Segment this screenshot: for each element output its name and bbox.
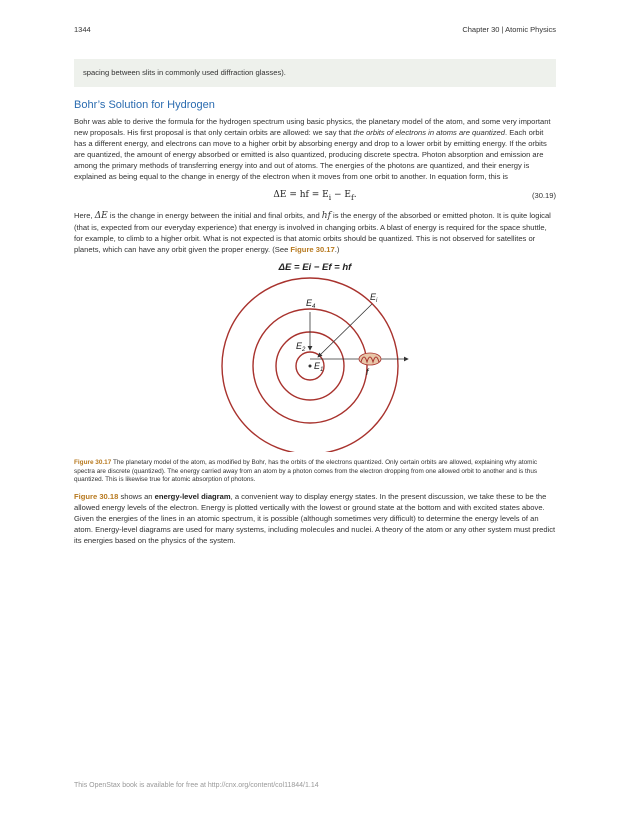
p2-lead: Here, (74, 211, 95, 220)
section-title: Bohr’s Solution for Hydrogen (74, 99, 215, 111)
label-f: f (366, 367, 369, 377)
eq-sub-f: f (350, 192, 354, 202)
caption-label: Figure 30.17 (74, 459, 112, 466)
paragraph-bohr-intro (74, 116, 557, 183)
label-e1-main: E (314, 361, 321, 371)
eq-minus: − E (331, 190, 351, 200)
label-e1-sub: 1 (320, 367, 324, 373)
p1-text-b: . Each orbit has a different energy, and electrons can move to a higher orbit by absorbing energy and drop to a lower orbit by emitting energy. If the orbits are quantized, the amount of energy absorbed or emitted is also quantized, producing discrete spectra. Photon absorption and emission are among the primary methods of transferring energy into and out of atoms. The energies of the photons are quantized, and their energy is explained as being equal to the change in energy of the electron when it moves from one orbit to another. In equation form, this is (74, 128, 547, 182)
caption-text: The planetary model of the atom, as modified by Bohr, has the orbits of the electrons quantized. Only certain orbits are allowed, explaining why atomic spectra are discrete (quantized). The energy carried away from an atom by a photon comes from the electron dropping from one allowed orbit to another and is thus quantized. This is likewise true for atomic absorption of photons. (74, 459, 538, 484)
p1-text-a: Bohr was able to derive the formula for the hydrogen spectrum using basic physics, the planetary model of the atom, and some very important new proposals. His first proposal is that only certain orbits are allowed: we say that (74, 117, 551, 138)
page-number: 1344 (74, 25, 91, 34)
nucleus (309, 365, 312, 368)
p2-mid: is the change in energy between the initial and final orbits, and (107, 211, 322, 220)
label-ei-sub: i (376, 298, 378, 304)
paragraph-energy-level-diagram (74, 491, 557, 546)
figure-title-equation: ΔE = Ei − Ef = hf (278, 262, 352, 273)
chapter-title: Chapter 30 | Atomic Physics (462, 25, 556, 34)
p2-symbol-delta-e: ΔE (94, 211, 108, 221)
footer-note: This OpenStax book is available for free at http://cnx.org/content/col11844/1.14 (74, 782, 319, 789)
label-e2 (296, 341, 306, 353)
p1-emphasis: the orbits of electrons in atoms are quantized (353, 128, 505, 138)
figure-30-17-link[interactable]: Figure 30.17 (290, 245, 335, 255)
p2-rest: is the energy of the absorbed or emitted photon. It is quite logical (that is, expected from our everyday experience) that energy is involved in changing orbits. A blast of energy is required for the space shuttle, for example, to climb to a higher orbit. What is not expected is that atomic orbits should be quantized. This is not observed for satellites or planets, which can have any orbit given the proper energy. (See (74, 211, 551, 255)
label-e4-sub: 4 (312, 304, 316, 310)
figure-30-18-link[interactable]: Figure 30.18 (74, 492, 119, 501)
eq-sub-i: i (328, 192, 332, 202)
p2-symbol-hf: hf (321, 211, 331, 221)
label-e2-sub: 2 (302, 347, 306, 353)
eq-end: . (353, 190, 357, 200)
figure-caption (74, 459, 557, 485)
p2-end: .) (334, 245, 340, 255)
paragraph-energy-change (74, 210, 557, 255)
label-e2-main: E (296, 341, 303, 351)
p3-bold-term: energy-level diagram (154, 492, 231, 501)
eq-main: ΔE = hf = E (273, 190, 329, 200)
label-ei-main: E (370, 292, 377, 302)
equation-number: (30.19) (531, 191, 556, 200)
bohr-orbit-diagram (210, 272, 420, 452)
p3-text-b: , a convenient way to display energy states. In the present discussion, we take these to be the allowed energy levels of the electron. Energy is plotted vertically with the lowest or ground state at the bottom and with excited states above. Given the energies of the lines in an atomic spectrum, it is possible (although sometimes very difficult) to determine the energy levels of an atom. Energy-level diagrams are used for many systems, including molecules and nuclei. A theory of the atom or any other system must predict its energies based on the physics of the system. (74, 492, 556, 546)
note-box (74, 59, 556, 87)
note-box-text: spacing between slits in commonly used diffraction glasses). (83, 68, 286, 77)
label-e4-main: E (306, 298, 313, 308)
label-e1 (314, 361, 323, 373)
label-e4 (306, 298, 316, 310)
p3-text-a: shows an (118, 492, 155, 501)
